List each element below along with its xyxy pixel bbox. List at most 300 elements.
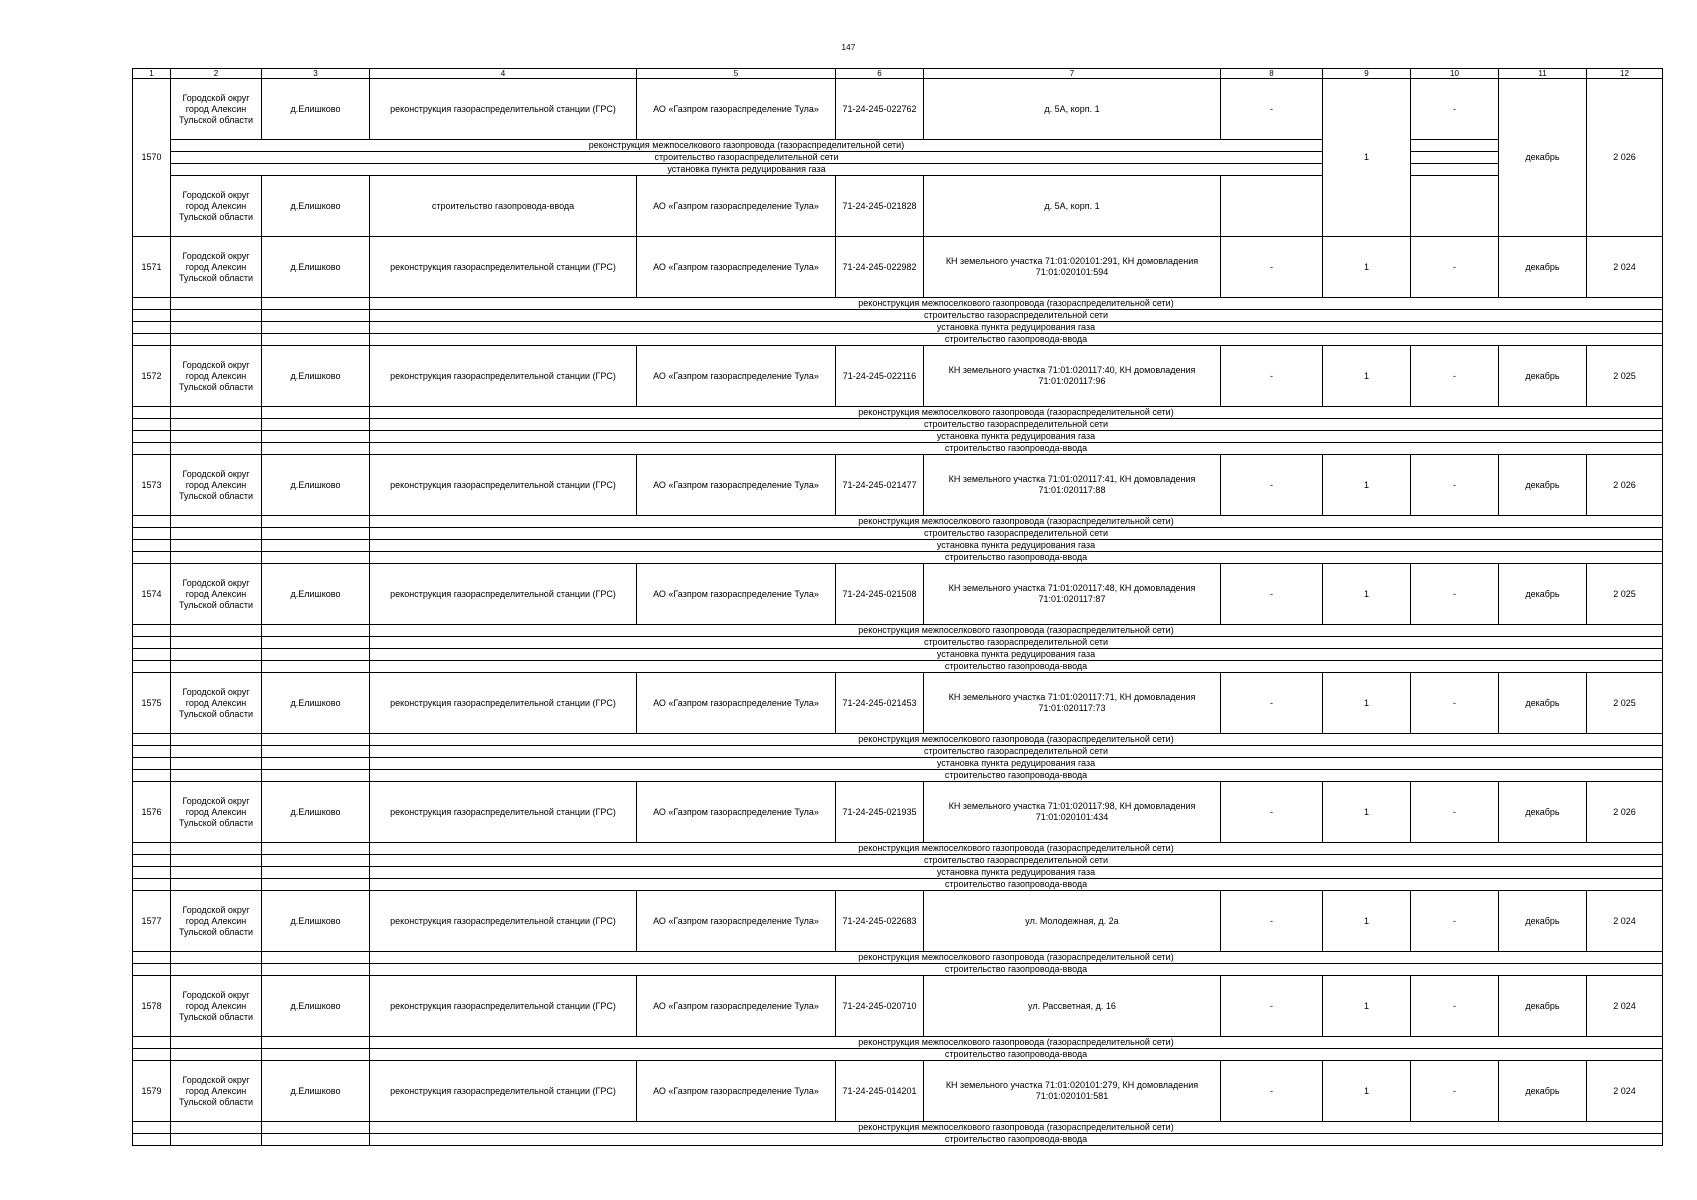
sub-work-cell: установка пункта редуцирования газа <box>370 758 1663 770</box>
col10-cell: - <box>1411 346 1499 407</box>
municipality-cell: Городской округ город Алексин Тульской области <box>171 455 262 516</box>
municipality-cell: Городской округ город Алексин Тульской области <box>171 564 262 625</box>
municipality-cell: Городской округ город Алексин Тульской области <box>171 176 262 237</box>
col8-cell: - <box>1221 782 1323 843</box>
sub-row <box>133 855 1663 867</box>
sub-work-cell: строительство газопровода-ввода <box>370 1049 1663 1061</box>
year-cell: 2 024 <box>1587 976 1663 1037</box>
settlement-cell: д.Елишково <box>262 455 370 516</box>
sub-empty-cell <box>171 1049 262 1061</box>
company-cell: АО «Газпром газораспределение Тула» <box>637 1061 836 1122</box>
sub-empty-cell <box>171 322 262 334</box>
sub-empty-cell <box>262 540 370 552</box>
address-cell: КН земельного участка 71:01:020117:71, КН домовладения 71:01:020117:73 <box>924 673 1221 734</box>
sub-empty-cell <box>133 758 171 770</box>
sub-empty-cell <box>171 310 262 322</box>
sub-empty-cell <box>171 431 262 443</box>
sub-row <box>133 1134 1663 1146</box>
sub-row <box>133 879 1663 891</box>
company-cell: АО «Газпром газораспределение Тула» <box>637 237 836 298</box>
code-cell: 71-24-245-022683 <box>836 891 924 952</box>
settlement-cell: д.Елишково <box>262 891 370 952</box>
company-cell: АО «Газпром газораспределение Тула» <box>637 79 836 140</box>
sub-work-cell: строительство газораспределительной сети <box>370 855 1663 867</box>
sub-empty-cell <box>171 843 262 855</box>
sub-work-cell: реконструкция межпоселкового газопровода (газораспределительной сети) <box>171 140 1323 152</box>
record-number: 1571 <box>133 237 171 298</box>
municipality-cell: Городской округ город Алексин Тульской области <box>171 237 262 298</box>
sub-row <box>133 528 1663 540</box>
column-number: 1 <box>133 69 171 79</box>
sub-empty-cell <box>133 298 171 310</box>
sub-work-cell: реконструкция межпоселкового газопровода (газораспределительной сети) <box>370 625 1663 637</box>
sub-empty-cell <box>133 661 171 673</box>
sub-work-cell: строительство газопровода-ввода <box>370 661 1663 673</box>
sub-row <box>133 734 1663 746</box>
count-cell: 1 <box>1323 455 1411 516</box>
sub-row <box>133 1049 1663 1061</box>
settlement-cell: д.Елишково <box>262 237 370 298</box>
sub-empty-cell <box>133 552 171 564</box>
sub-row <box>133 164 1663 176</box>
sub-work-cell: строительство газораспределительной сети <box>370 746 1663 758</box>
code-cell: 71-24-245-020710 <box>836 976 924 1037</box>
column-number: 9 <box>1323 69 1411 79</box>
record-number: 1579 <box>133 1061 171 1122</box>
address-cell: КН земельного участка 71:01:020117:48, КН домовладения 71:01:020117:87 <box>924 564 1221 625</box>
record-number: 1570 <box>133 79 171 237</box>
table-row <box>133 455 1663 516</box>
col8-cell: - <box>1221 564 1323 625</box>
sub-empty-cell <box>171 758 262 770</box>
sub-row <box>133 952 1663 964</box>
sub-row <box>133 758 1663 770</box>
year-cell: 2 026 <box>1587 782 1663 843</box>
sub-work-cell: строительство газопровода-ввода <box>370 879 1663 891</box>
column-number-row <box>133 69 1663 79</box>
sub-empty-cell <box>133 528 171 540</box>
table-body <box>133 69 1663 1146</box>
col8-cell: - <box>1221 976 1323 1037</box>
column-number: 6 <box>836 69 924 79</box>
sub-empty-cell <box>171 1134 262 1146</box>
municipality-cell: Городской округ город Алексин Тульской области <box>171 976 262 1037</box>
sub-empty-cell <box>262 758 370 770</box>
sub-empty-cell <box>171 540 262 552</box>
work-cell: реконструкция газораспределительной станции (ГРС) <box>370 346 637 407</box>
sub-empty-cell <box>133 334 171 346</box>
sub-work-cell: установка пункта редуцирования газа <box>370 431 1663 443</box>
record-number: 1575 <box>133 673 171 734</box>
sub-empty-cell <box>262 770 370 782</box>
company-cell: АО «Газпром газораспределение Тула» <box>637 564 836 625</box>
column-number: 2 <box>171 69 262 79</box>
col10-cell: - <box>1411 782 1499 843</box>
col8-cell: - <box>1221 1061 1323 1122</box>
sub-empty-cell <box>133 1134 171 1146</box>
municipality-cell: Городской округ город Алексин Тульской области <box>171 891 262 952</box>
sub-work-cell: строительство газораспределительной сети <box>171 152 1323 164</box>
sub-empty-cell <box>262 419 370 431</box>
sub-empty-cell <box>262 322 370 334</box>
sub-empty-cell <box>171 443 262 455</box>
col10-cell: - <box>1411 891 1499 952</box>
sub-work-cell: строительство газораспределительной сети <box>370 528 1663 540</box>
sub-work-cell: реконструкция межпоселкового газопровода (газораспределительной сети) <box>370 298 1663 310</box>
sub-empty-cell <box>171 746 262 758</box>
sub-empty-cell <box>262 734 370 746</box>
sub-empty-cell <box>171 661 262 673</box>
sub-empty-cell <box>171 552 262 564</box>
count-cell: 1 <box>1323 976 1411 1037</box>
sub-empty-cell <box>133 310 171 322</box>
col8-cell <box>1221 176 1323 237</box>
code-cell: 71-24-245-022762 <box>836 79 924 140</box>
month-cell: декабрь <box>1499 673 1587 734</box>
column-number: 10 <box>1411 69 1499 79</box>
sub-empty-cell <box>1411 164 1499 176</box>
code-cell: 71-24-245-014201 <box>836 1061 924 1122</box>
column-number: 5 <box>637 69 836 79</box>
sub-row <box>133 516 1663 528</box>
col8-cell: - <box>1221 79 1323 140</box>
sub-empty-cell <box>133 649 171 661</box>
sub-empty-cell <box>171 419 262 431</box>
count-cell: 1 <box>1323 891 1411 952</box>
work-cell: реконструкция газораспределительной станции (ГРС) <box>370 564 637 625</box>
col8-cell: - <box>1221 237 1323 298</box>
work-cell: реконструкция газораспределительной станции (ГРС) <box>370 79 637 140</box>
month-cell: декабрь <box>1499 1061 1587 1122</box>
work-cell: строительство газопровода-ввода <box>370 176 637 237</box>
sub-empty-cell <box>262 1049 370 1061</box>
sub-empty-cell <box>133 952 171 964</box>
table-row <box>133 1061 1663 1122</box>
sub-empty-cell <box>262 637 370 649</box>
page-number: 147 <box>841 43 856 52</box>
column-number: 7 <box>924 69 1221 79</box>
count-cell: 1 <box>1323 673 1411 734</box>
sub-empty-cell <box>171 649 262 661</box>
sub-empty-cell <box>171 528 262 540</box>
month-cell: декабрь <box>1499 455 1587 516</box>
address-cell: КН земельного участка 71:01:020117:98, КН домовладения 71:01:020101:434 <box>924 782 1221 843</box>
code-cell: 71-24-245-021477 <box>836 455 924 516</box>
sub-empty-cell <box>133 419 171 431</box>
settlement-cell: д.Елишково <box>262 1061 370 1122</box>
year-cell: 2 025 <box>1587 346 1663 407</box>
sub-empty-cell <box>262 334 370 346</box>
sub-row <box>133 964 1663 976</box>
code-cell: 71-24-245-021508 <box>836 564 924 625</box>
sub-empty-cell <box>133 443 171 455</box>
settlement-cell: д.Елишково <box>262 346 370 407</box>
company-cell: АО «Газпром газораспределение Тула» <box>637 782 836 843</box>
sub-row <box>133 443 1663 455</box>
sub-empty-cell <box>133 1049 171 1061</box>
col8-cell: - <box>1221 455 1323 516</box>
sub-empty-cell <box>171 1122 262 1134</box>
table-row <box>133 782 1663 843</box>
count-cell: 1 <box>1323 79 1411 237</box>
col10-cell: - <box>1411 564 1499 625</box>
sub-empty-cell <box>171 516 262 528</box>
sub-empty-cell <box>262 964 370 976</box>
sub-empty-cell <box>262 625 370 637</box>
sub-work-cell: установка пункта редуцирования газа <box>370 540 1663 552</box>
sub-empty-cell <box>133 637 171 649</box>
company-cell: АО «Газпром газораспределение Тула» <box>637 891 836 952</box>
sub-empty-cell <box>171 298 262 310</box>
sub-empty-cell <box>171 334 262 346</box>
sub-work-cell: строительство газопровода-ввода <box>370 552 1663 564</box>
municipality-cell: Городской округ город Алексин Тульской области <box>171 673 262 734</box>
work-cell: реконструкция газораспределительной станции (ГРС) <box>370 237 637 298</box>
address-cell: ул. Молодежная, д. 2а <box>924 891 1221 952</box>
address-cell: КН земельного участка 71:01:020101:291, КН домовладения 71:01:020101:594 <box>924 237 1221 298</box>
month-cell: декабрь <box>1499 564 1587 625</box>
year-cell: 2 025 <box>1587 564 1663 625</box>
address-cell: КН земельного участка 71:01:020117:41, КН домовладения 71:01:020117:88 <box>924 455 1221 516</box>
work-cell: реконструкция газораспределительной станции (ГРС) <box>370 455 637 516</box>
sub-empty-cell <box>171 879 262 891</box>
sub-empty-cell <box>262 879 370 891</box>
sub-empty-cell <box>262 431 370 443</box>
sub-row <box>133 152 1663 164</box>
address-cell: КН земельного участка 71:01:020101:279, КН домовладения 71:01:020101:581 <box>924 1061 1221 1122</box>
sub-empty-cell <box>133 734 171 746</box>
sub-empty-cell <box>133 843 171 855</box>
sub-work-cell: реконструкция межпоселкового газопровода (газораспределительной сети) <box>370 1122 1663 1134</box>
table-row <box>133 564 1663 625</box>
year-cell: 2 026 <box>1587 455 1663 516</box>
sub-work-cell: установка пункта редуцирования газа <box>370 322 1663 334</box>
sub-empty-cell <box>171 867 262 879</box>
sub-row <box>133 407 1663 419</box>
sub-row <box>133 298 1663 310</box>
count-cell: 1 <box>1323 564 1411 625</box>
sub-row <box>133 661 1663 673</box>
address-cell: КН земельного участка 71:01:020117:40, КН домовладения 71:01:020117:96 <box>924 346 1221 407</box>
address-cell: д. 5А, корп. 1 <box>924 79 1221 140</box>
sub-row <box>133 140 1663 152</box>
sub-row <box>133 625 1663 637</box>
table-row <box>133 237 1663 298</box>
sub-row <box>133 843 1663 855</box>
sub-empty-cell <box>262 843 370 855</box>
sub-work-cell: реконструкция межпоселкового газопровода (газораспределительной сети) <box>370 952 1663 964</box>
record-number: 1576 <box>133 782 171 843</box>
sub-empty-cell <box>262 661 370 673</box>
sub-work-cell: строительство газораспределительной сети <box>370 419 1663 431</box>
sub-row <box>133 637 1663 649</box>
sub-empty-cell <box>133 431 171 443</box>
sub-work-cell: реконструкция межпоселкового газопровода (газораспределительной сети) <box>370 734 1663 746</box>
sub-empty-cell <box>171 770 262 782</box>
column-number: 8 <box>1221 69 1323 79</box>
work-cell: реконструкция газораспределительной станции (ГРС) <box>370 673 637 734</box>
record-number: 1572 <box>133 346 171 407</box>
sub-work-cell: реконструкция межпоселкового газопровода (газораспределительной сети) <box>370 516 1663 528</box>
settlement-cell: д.Елишково <box>262 673 370 734</box>
sub-empty-cell <box>171 964 262 976</box>
company-cell: АО «Газпром газораспределение Тула» <box>637 455 836 516</box>
column-number: 3 <box>262 69 370 79</box>
year-cell: 2 026 <box>1587 79 1663 237</box>
address-cell: ул. Рассветная, д. 16 <box>924 976 1221 1037</box>
col8-cell: - <box>1221 346 1323 407</box>
sub-work-cell: реконструкция межпоселкового газопровода (газораспределительной сети) <box>370 843 1663 855</box>
month-cell: декабрь <box>1499 782 1587 843</box>
column-number: 12 <box>1587 69 1663 79</box>
sub-row <box>133 1122 1663 1134</box>
sub-empty-cell <box>262 528 370 540</box>
code-cell: 71-24-245-021828 <box>836 176 924 237</box>
sub-empty-cell <box>262 1134 370 1146</box>
month-cell: декабрь <box>1499 976 1587 1037</box>
sub-empty-cell <box>171 952 262 964</box>
settlement-cell: д.Елишково <box>262 976 370 1037</box>
sub-work-cell: реконструкция межпоселкового газопровода (газораспределительной сети) <box>370 1037 1663 1049</box>
sub-empty-cell <box>133 1037 171 1049</box>
sub-work-cell: строительство газопровода-ввода <box>370 964 1663 976</box>
sub-row <box>133 746 1663 758</box>
sub-row <box>133 310 1663 322</box>
column-number: 4 <box>370 69 637 79</box>
month-cell: декабрь <box>1499 237 1587 298</box>
sub-empty-cell <box>262 649 370 661</box>
sub-empty-cell <box>262 310 370 322</box>
company-cell: АО «Газпром газораспределение Тула» <box>637 346 836 407</box>
sub-empty-cell <box>133 516 171 528</box>
year-cell: 2 024 <box>1587 891 1663 952</box>
code-cell: 71-24-245-021935 <box>836 782 924 843</box>
code-cell: 71-24-245-022116 <box>836 346 924 407</box>
col10-cell: - <box>1411 455 1499 516</box>
table-row <box>133 79 1663 140</box>
sub-empty-cell <box>171 855 262 867</box>
code-cell: 71-24-245-021453 <box>836 673 924 734</box>
sub-empty-cell <box>262 516 370 528</box>
settlement-cell: д.Елишково <box>262 79 370 140</box>
sub-empty-cell <box>262 552 370 564</box>
sub-work-cell: установка пункта редуцирования газа <box>171 164 1323 176</box>
address-cell: д. 5А, корп. 1 <box>924 176 1221 237</box>
sub-row <box>133 419 1663 431</box>
sub-empty-cell <box>133 540 171 552</box>
gasification-table <box>132 68 1663 1146</box>
sub-empty-cell <box>133 322 171 334</box>
table-row <box>133 346 1663 407</box>
record-number: 1578 <box>133 976 171 1037</box>
settlement-cell: д.Елишково <box>262 176 370 237</box>
sub-empty-cell <box>133 407 171 419</box>
sub-empty-cell <box>133 1122 171 1134</box>
record-number: 1574 <box>133 564 171 625</box>
sub-work-cell: установка пункта редуцирования газа <box>370 649 1663 661</box>
municipality-cell: Городской округ город Алексин Тульской области <box>171 79 262 140</box>
municipality-cell: Городской округ город Алексин Тульской области <box>171 1061 262 1122</box>
sub-row <box>133 867 1663 879</box>
municipality-cell: Городской округ город Алексин Тульской области <box>171 782 262 843</box>
year-cell: 2 025 <box>1587 673 1663 734</box>
sub-work-cell: установка пункта редуцирования газа <box>370 867 1663 879</box>
sub-empty-cell <box>171 734 262 746</box>
sub-empty-cell <box>262 407 370 419</box>
count-cell: 1 <box>1323 1061 1411 1122</box>
sub-empty-cell <box>1411 140 1499 152</box>
settlement-cell: д.Елишково <box>262 564 370 625</box>
company-cell: АО «Газпром газораспределение Тула» <box>637 673 836 734</box>
sub-empty-cell <box>262 746 370 758</box>
work-cell: реконструкция газораспределительной станции (ГРС) <box>370 891 637 952</box>
sub-empty-cell <box>133 770 171 782</box>
sub-row <box>133 649 1663 661</box>
sub-row <box>133 770 1663 782</box>
sub-empty-cell <box>133 964 171 976</box>
count-cell: 1 <box>1323 782 1411 843</box>
work-cell: реконструкция газораспределительной станции (ГРС) <box>370 782 637 843</box>
table-row <box>133 176 1663 237</box>
month-cell: декабрь <box>1499 346 1587 407</box>
sub-empty-cell <box>171 1037 262 1049</box>
count-cell: 1 <box>1323 237 1411 298</box>
sub-empty-cell <box>133 855 171 867</box>
company-cell: АО «Газпром газораспределение Тула» <box>637 976 836 1037</box>
col8-cell: - <box>1221 673 1323 734</box>
work-cell: реконструкция газораспределительной станции (ГРС) <box>370 1061 637 1122</box>
sub-work-cell: строительство газопровода-ввода <box>370 334 1663 346</box>
col10-cell: - <box>1411 976 1499 1037</box>
sub-empty-cell <box>262 855 370 867</box>
sub-work-cell: строительство газопровода-ввода <box>370 443 1663 455</box>
sub-empty-cell <box>262 1122 370 1134</box>
month-cell: декабрь <box>1499 79 1587 237</box>
sub-empty-cell <box>133 746 171 758</box>
sub-empty-cell <box>133 879 171 891</box>
col10-cell: - <box>1411 237 1499 298</box>
sub-empty-cell <box>262 298 370 310</box>
settlement-cell: д.Елишково <box>262 782 370 843</box>
month-cell: декабрь <box>1499 891 1587 952</box>
sub-empty-cell <box>133 867 171 879</box>
sub-empty-cell <box>171 625 262 637</box>
sub-work-cell: строительство газопровода-ввода <box>370 770 1663 782</box>
col10-cell: - <box>1411 1061 1499 1122</box>
table-row <box>133 673 1663 734</box>
sub-work-cell: строительство газораспределительной сети <box>370 310 1663 322</box>
col10-cell: - <box>1411 79 1499 140</box>
col10-cell: - <box>1411 673 1499 734</box>
year-cell: 2 024 <box>1587 1061 1663 1122</box>
sub-row <box>133 322 1663 334</box>
sub-row <box>133 431 1663 443</box>
col10-cell <box>1411 176 1499 237</box>
municipality-cell: Городской округ город Алексин Тульской области <box>171 346 262 407</box>
sub-empty-cell <box>171 637 262 649</box>
sub-empty-cell <box>133 625 171 637</box>
sub-row <box>133 334 1663 346</box>
sub-empty-cell <box>262 1037 370 1049</box>
count-cell: 1 <box>1323 346 1411 407</box>
sub-row <box>133 552 1663 564</box>
code-cell: 71-24-245-022982 <box>836 237 924 298</box>
sub-work-cell: строительство газораспределительной сети <box>370 637 1663 649</box>
record-number: 1573 <box>133 455 171 516</box>
company-cell: АО «Газпром газораспределение Тула» <box>637 176 836 237</box>
sub-work-cell: реконструкция межпоселкового газопровода (газораспределительной сети) <box>370 407 1663 419</box>
sub-row <box>133 540 1663 552</box>
